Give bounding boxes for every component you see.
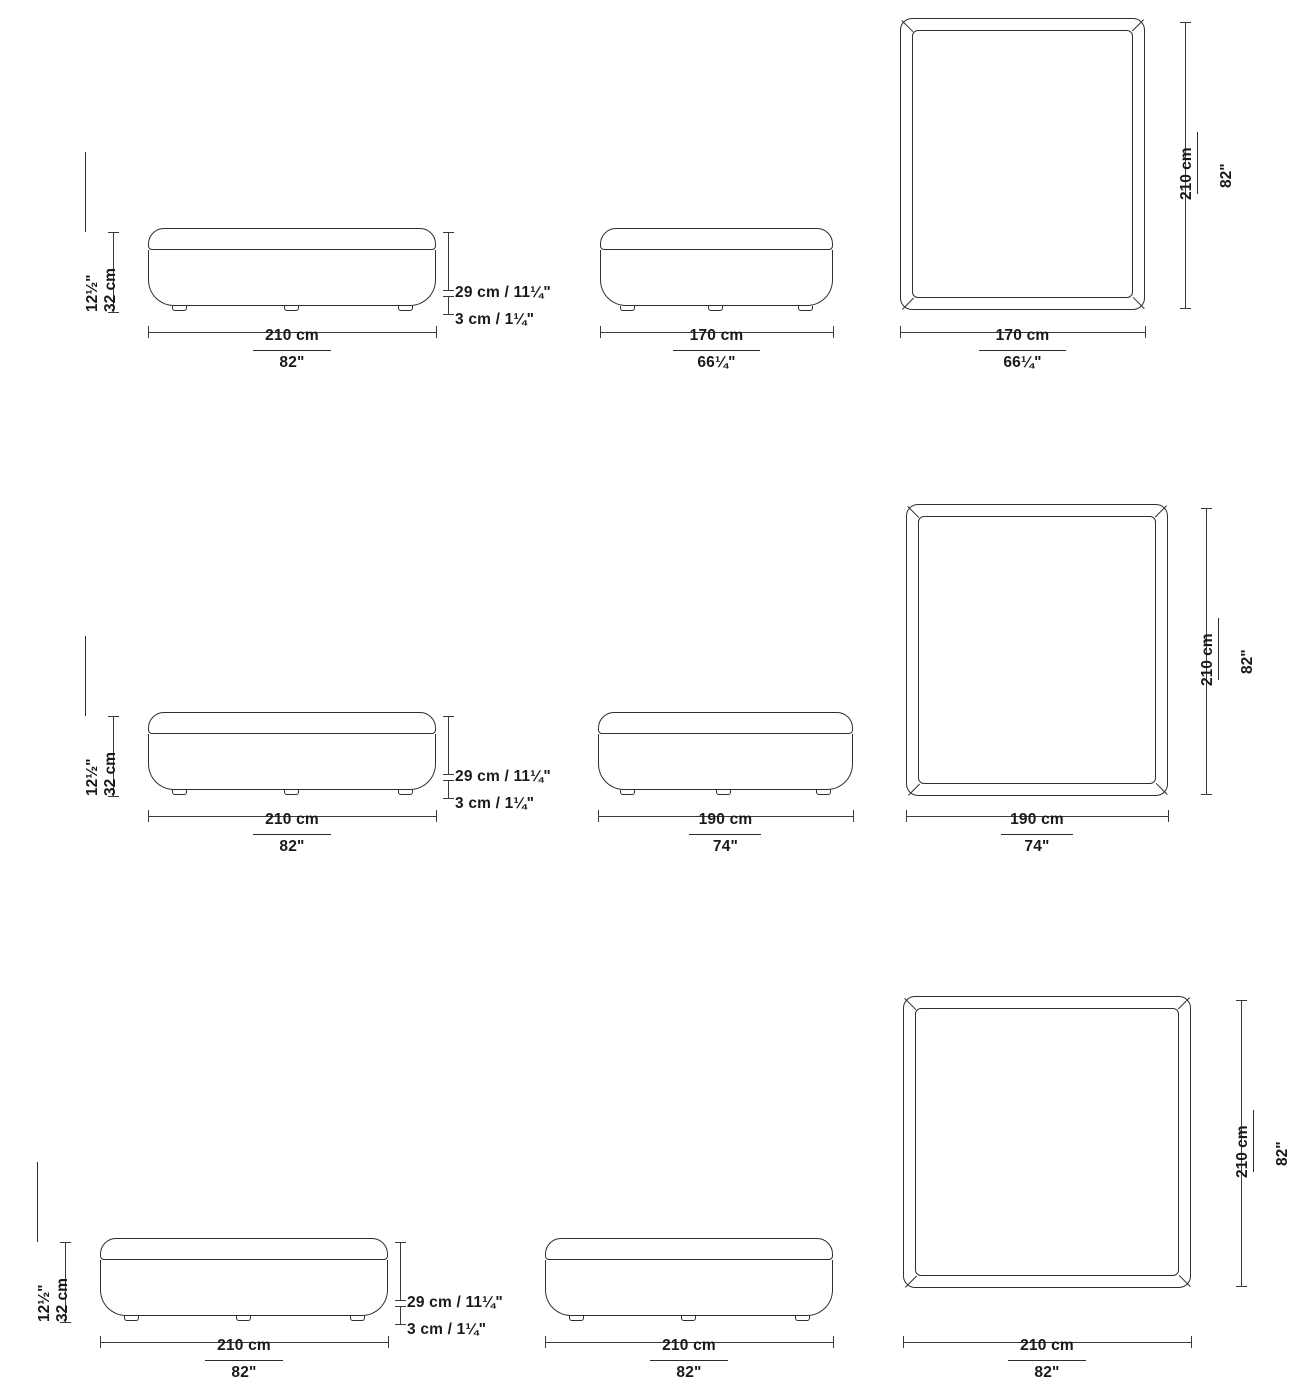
height-dim-tick bbox=[108, 232, 119, 233]
depth-label-underline bbox=[1197, 132, 1198, 194]
sofa-cushion bbox=[148, 712, 436, 734]
foot-height-dim-line bbox=[448, 296, 449, 314]
sofa-foot bbox=[681, 1316, 696, 1321]
body-height-dim-line bbox=[448, 716, 449, 774]
foot-height-label: 3 cm / 1¼" bbox=[455, 795, 535, 812]
sofa-base bbox=[100, 1260, 388, 1316]
drawing-row-1 bbox=[0, 0, 1296, 460]
sofa-outline bbox=[100, 1238, 388, 1322]
width-label-underline bbox=[253, 350, 331, 351]
sofa-foot bbox=[350, 1316, 365, 1321]
foot-height-label: 3 cm / 1¼" bbox=[407, 1321, 487, 1338]
plan-outline bbox=[903, 996, 1191, 1288]
body-height-dim-line bbox=[400, 1242, 401, 1300]
sofa-base bbox=[600, 250, 833, 306]
width-dim-tick bbox=[833, 1336, 834, 1348]
body-height-tick bbox=[443, 232, 454, 233]
depth-dim-tick bbox=[1201, 794, 1212, 795]
width-cm-label: 210 cm bbox=[662, 1337, 716, 1354]
width-in-label: 82" bbox=[1034, 1364, 1060, 1381]
foot-height-tick bbox=[443, 296, 454, 297]
sofa-foot bbox=[172, 790, 187, 795]
plan-inner-outline bbox=[915, 1008, 1179, 1276]
sofa-foot bbox=[816, 790, 831, 795]
sofa-base bbox=[598, 734, 853, 790]
sofa-base bbox=[545, 1260, 833, 1316]
sofa-base bbox=[148, 250, 436, 306]
plan-inner-outline bbox=[918, 516, 1156, 784]
body-height-label: 29 cm / 11¼" bbox=[455, 284, 551, 301]
foot-height-tick bbox=[395, 1324, 406, 1325]
sofa-outline bbox=[545, 1238, 833, 1322]
width-dim-tick bbox=[1168, 810, 1169, 822]
sofa-foot bbox=[124, 1316, 139, 1321]
plan-corner-line bbox=[1132, 19, 1144, 31]
plan-corner-line bbox=[1179, 1275, 1191, 1287]
width-dim-tick bbox=[388, 1336, 389, 1348]
sofa-foot bbox=[620, 790, 635, 795]
width-in-label: 82" bbox=[676, 1364, 702, 1381]
sofa-foot bbox=[620, 306, 635, 311]
width-cm-label: 210 cm bbox=[1020, 1337, 1074, 1354]
height-dim-tick bbox=[108, 716, 119, 717]
width-label-underline bbox=[689, 834, 761, 835]
sofa-foot bbox=[236, 1316, 251, 1321]
sofa-cushion bbox=[598, 712, 853, 734]
width-in-label: 66¼" bbox=[1003, 354, 1042, 371]
width-label-underline bbox=[673, 350, 760, 351]
body-height-label: 29 cm / 11¼" bbox=[407, 1294, 503, 1311]
width-label-underline bbox=[205, 1360, 283, 1361]
sofa-outline bbox=[598, 712, 853, 796]
sofa-foot bbox=[284, 790, 299, 795]
width-dim-tick bbox=[833, 326, 834, 338]
sofa-foot bbox=[798, 306, 813, 311]
plan-corner-line bbox=[901, 20, 913, 32]
plan-corner-line bbox=[907, 506, 919, 518]
width-cm-label: 170 cm bbox=[689, 327, 744, 344]
depth-dim-tick bbox=[1236, 1000, 1247, 1001]
foot-height-dim-line bbox=[400, 1306, 401, 1324]
height-dim-tick bbox=[108, 796, 119, 797]
height-dim-tick bbox=[60, 1322, 71, 1323]
sofa-cushion bbox=[100, 1238, 388, 1260]
plan-inner-outline bbox=[912, 30, 1133, 298]
width-label-underline bbox=[1008, 1360, 1086, 1361]
body-height-label: 29 cm / 11¼" bbox=[455, 768, 551, 785]
sofa-outline bbox=[148, 228, 436, 312]
body-height-tick bbox=[443, 290, 454, 291]
width-in-label: 74" bbox=[712, 838, 739, 855]
body-height-tick bbox=[443, 774, 454, 775]
depth-cm-label: 210 cm bbox=[1199, 633, 1216, 686]
sofa-foot bbox=[708, 306, 723, 311]
sofa-cushion bbox=[148, 228, 436, 250]
plan-corner-line bbox=[904, 998, 916, 1010]
width-cm-label: 210 cm bbox=[265, 811, 319, 828]
depth-label-underline bbox=[1218, 618, 1219, 680]
width-cm-label: 190 cm bbox=[698, 811, 753, 828]
body-height-tick bbox=[395, 1300, 406, 1301]
plan-outline bbox=[900, 18, 1145, 310]
height-label-underline bbox=[85, 636, 86, 716]
sofa-foot bbox=[398, 306, 413, 311]
width-cm-label: 210 cm bbox=[265, 327, 319, 344]
sofa-cushion bbox=[545, 1238, 833, 1260]
seat-height-in-label: 12½" bbox=[84, 758, 101, 796]
foot-height-label: 3 cm / 1¼" bbox=[455, 311, 535, 328]
seat-height-cm-label: 32 cm bbox=[102, 752, 119, 796]
foot-height-tick bbox=[395, 1306, 406, 1307]
sofa-foot bbox=[284, 306, 299, 311]
depth-in-label: 82" bbox=[1274, 1141, 1291, 1166]
sofa-foot bbox=[569, 1316, 584, 1321]
width-in-label: 82" bbox=[279, 354, 305, 371]
drawing-row-2 bbox=[0, 460, 1296, 940]
width-cm-label: 170 cm bbox=[995, 327, 1050, 344]
plan-corner-line bbox=[905, 1276, 917, 1288]
sofa-cushion bbox=[600, 228, 833, 250]
sofa-base bbox=[148, 734, 436, 790]
foot-height-tick bbox=[443, 798, 454, 799]
plan-corner-line bbox=[1178, 997, 1190, 1009]
plan-corner-line bbox=[1155, 505, 1167, 517]
seat-height-cm-label: 32 cm bbox=[54, 1278, 71, 1322]
plan-corner-line bbox=[1133, 297, 1145, 309]
width-label-underline bbox=[979, 350, 1066, 351]
sofa-outline bbox=[600, 228, 833, 312]
width-dim-tick bbox=[1145, 326, 1146, 338]
width-dim-tick bbox=[436, 326, 437, 338]
depth-dim-tick bbox=[1180, 22, 1191, 23]
plan-outline bbox=[906, 504, 1168, 796]
depth-cm-label: 210 cm bbox=[1234, 1125, 1251, 1178]
depth-in-label: 82" bbox=[1239, 649, 1256, 674]
depth-dim-tick bbox=[1201, 508, 1212, 509]
depth-cm-label: 210 cm bbox=[1178, 147, 1195, 200]
depth-dim-tick bbox=[1236, 1286, 1247, 1287]
width-label-underline bbox=[1001, 834, 1073, 835]
height-dim-tick bbox=[60, 1242, 71, 1243]
height-dim-tick bbox=[108, 312, 119, 313]
width-in-label: 82" bbox=[279, 838, 305, 855]
sofa-foot bbox=[172, 306, 187, 311]
width-dim-tick bbox=[1191, 1336, 1192, 1348]
depth-dim-tick bbox=[1180, 308, 1191, 309]
sofa-foot bbox=[398, 790, 413, 795]
plan-corner-line bbox=[902, 298, 914, 310]
sofa-foot bbox=[716, 790, 731, 795]
seat-height-cm-label: 32 cm bbox=[102, 268, 119, 312]
depth-label-underline bbox=[1253, 1110, 1254, 1172]
height-label-underline bbox=[37, 1162, 38, 1242]
width-dim-tick bbox=[436, 810, 437, 822]
width-label-underline bbox=[650, 1360, 728, 1361]
width-dim-tick bbox=[853, 810, 854, 822]
drawing-row-3 bbox=[0, 940, 1296, 1381]
width-in-label: 74" bbox=[1024, 838, 1050, 855]
depth-in-label: 82" bbox=[1218, 163, 1235, 188]
body-height-tick bbox=[443, 716, 454, 717]
plan-corner-line bbox=[1156, 783, 1168, 795]
plan-corner-line bbox=[908, 784, 920, 796]
foot-height-tick bbox=[443, 314, 454, 315]
width-cm-label: 190 cm bbox=[1010, 811, 1064, 828]
width-cm-label: 210 cm bbox=[217, 1337, 271, 1354]
sofa-foot bbox=[795, 1316, 810, 1321]
width-in-label: 66¼" bbox=[697, 354, 736, 371]
height-label-underline bbox=[85, 152, 86, 232]
width-in-label: 82" bbox=[231, 1364, 257, 1381]
body-height-dim-line bbox=[448, 232, 449, 290]
foot-height-tick bbox=[443, 780, 454, 781]
seat-height-in-label: 12½" bbox=[84, 274, 101, 312]
seat-height-in-label: 12½" bbox=[36, 1284, 53, 1322]
body-height-tick bbox=[395, 1242, 406, 1243]
width-label-underline bbox=[253, 834, 331, 835]
foot-height-dim-line bbox=[448, 780, 449, 798]
sofa-outline bbox=[148, 712, 436, 796]
